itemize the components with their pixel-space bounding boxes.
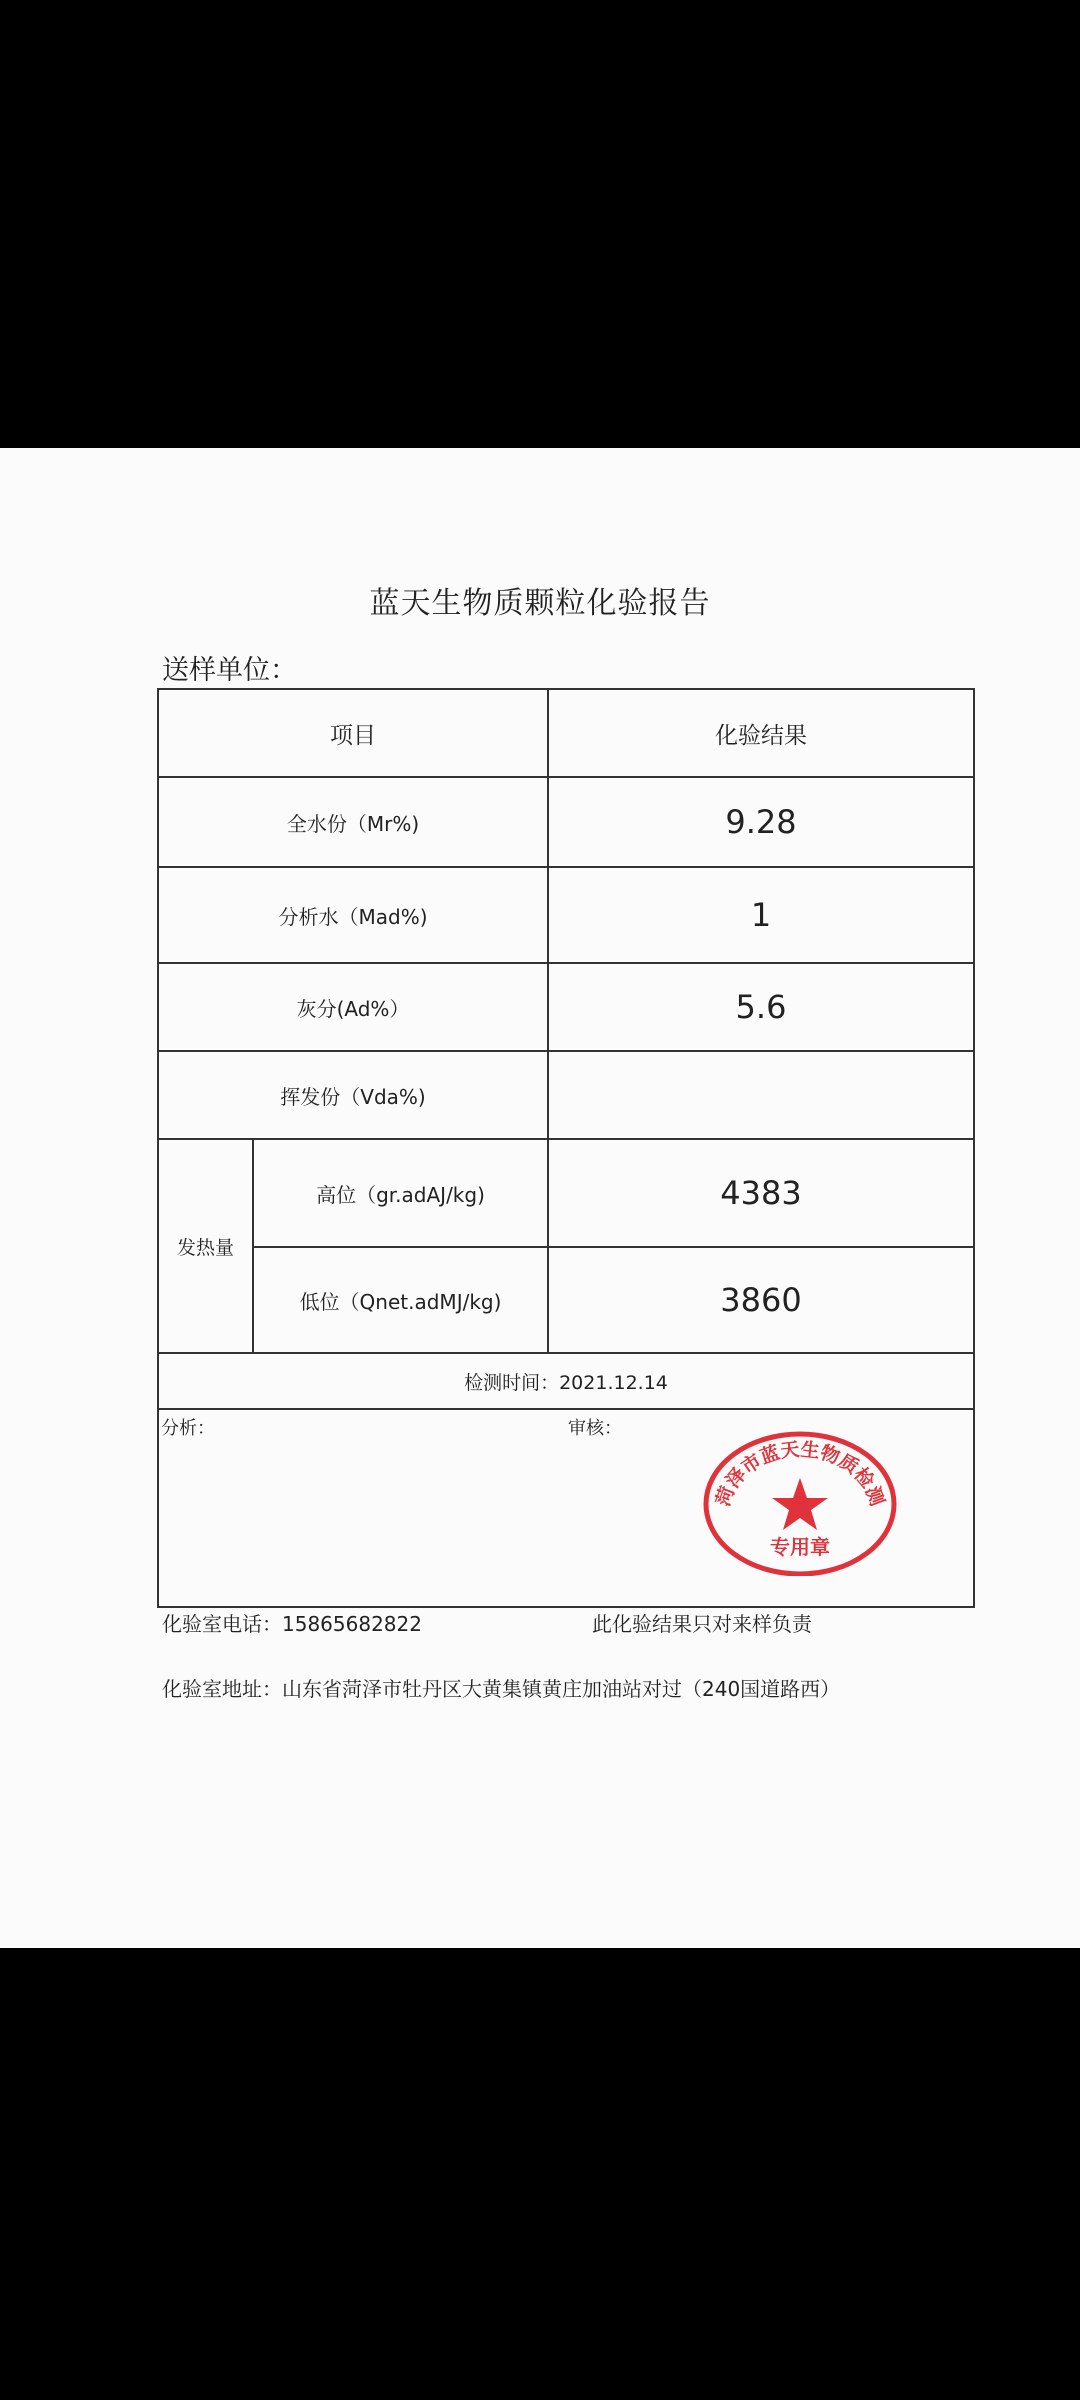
seal-arc-text: 菏泽市蓝天生物质检测	[711, 1438, 889, 1509]
row-value: 1	[548, 867, 974, 963]
table-row	[158, 1139, 974, 1247]
table-row	[158, 963, 974, 1051]
lab-phone: 化验室电话：15865682822	[162, 1612, 422, 1636]
row-value: 5.6	[548, 963, 974, 1051]
table-header-row	[158, 689, 974, 777]
row-label: 低位（Qnet.adMJ/kg)	[253, 1247, 548, 1353]
row-label: 挥发份（Vda%)	[158, 1051, 548, 1139]
row-value	[548, 1051, 974, 1139]
row-label: 分析水（Mad%)	[158, 867, 548, 963]
header-item: 项目	[158, 689, 548, 777]
row-label: 全水份（Mr%)	[158, 777, 548, 867]
sender-label: 送样单位：	[162, 655, 297, 686]
heat-label: 发热量	[158, 1139, 253, 1353]
report-title: 蓝天生物质颗粒化验报告	[369, 586, 711, 621]
table-row	[158, 1051, 974, 1139]
official-seal-icon	[700, 1426, 900, 1576]
report-page	[0, 448, 1080, 1948]
seal-bottom-text: 专用章	[770, 1535, 830, 1559]
analysis-cell	[158, 1409, 548, 1607]
header-result: 化验结果	[548, 689, 974, 777]
table-row	[158, 1247, 974, 1353]
analysis-label: 分析：	[161, 1418, 215, 1439]
row-value: 9.28	[548, 777, 974, 867]
test-date-row	[158, 1353, 974, 1409]
review-label: 审核：	[568, 1418, 622, 1439]
row-value: 4383	[548, 1139, 974, 1247]
table-row	[158, 867, 974, 963]
row-label: 灰分(Ad%）	[158, 963, 548, 1051]
test-date: 检测时间：2021.12.14	[158, 1353, 974, 1409]
disclaimer: 此化验结果只对来样负责	[592, 1612, 812, 1636]
row-label: 高位（gr.adAJ/kg)	[253, 1139, 548, 1247]
row-value: 3860	[548, 1247, 974, 1353]
lab-address: 化验室地址：山东省菏泽市牡丹区大黄集镇黄庄加油站对过（240国道路西）	[162, 1677, 841, 1701]
table-row	[158, 777, 974, 867]
